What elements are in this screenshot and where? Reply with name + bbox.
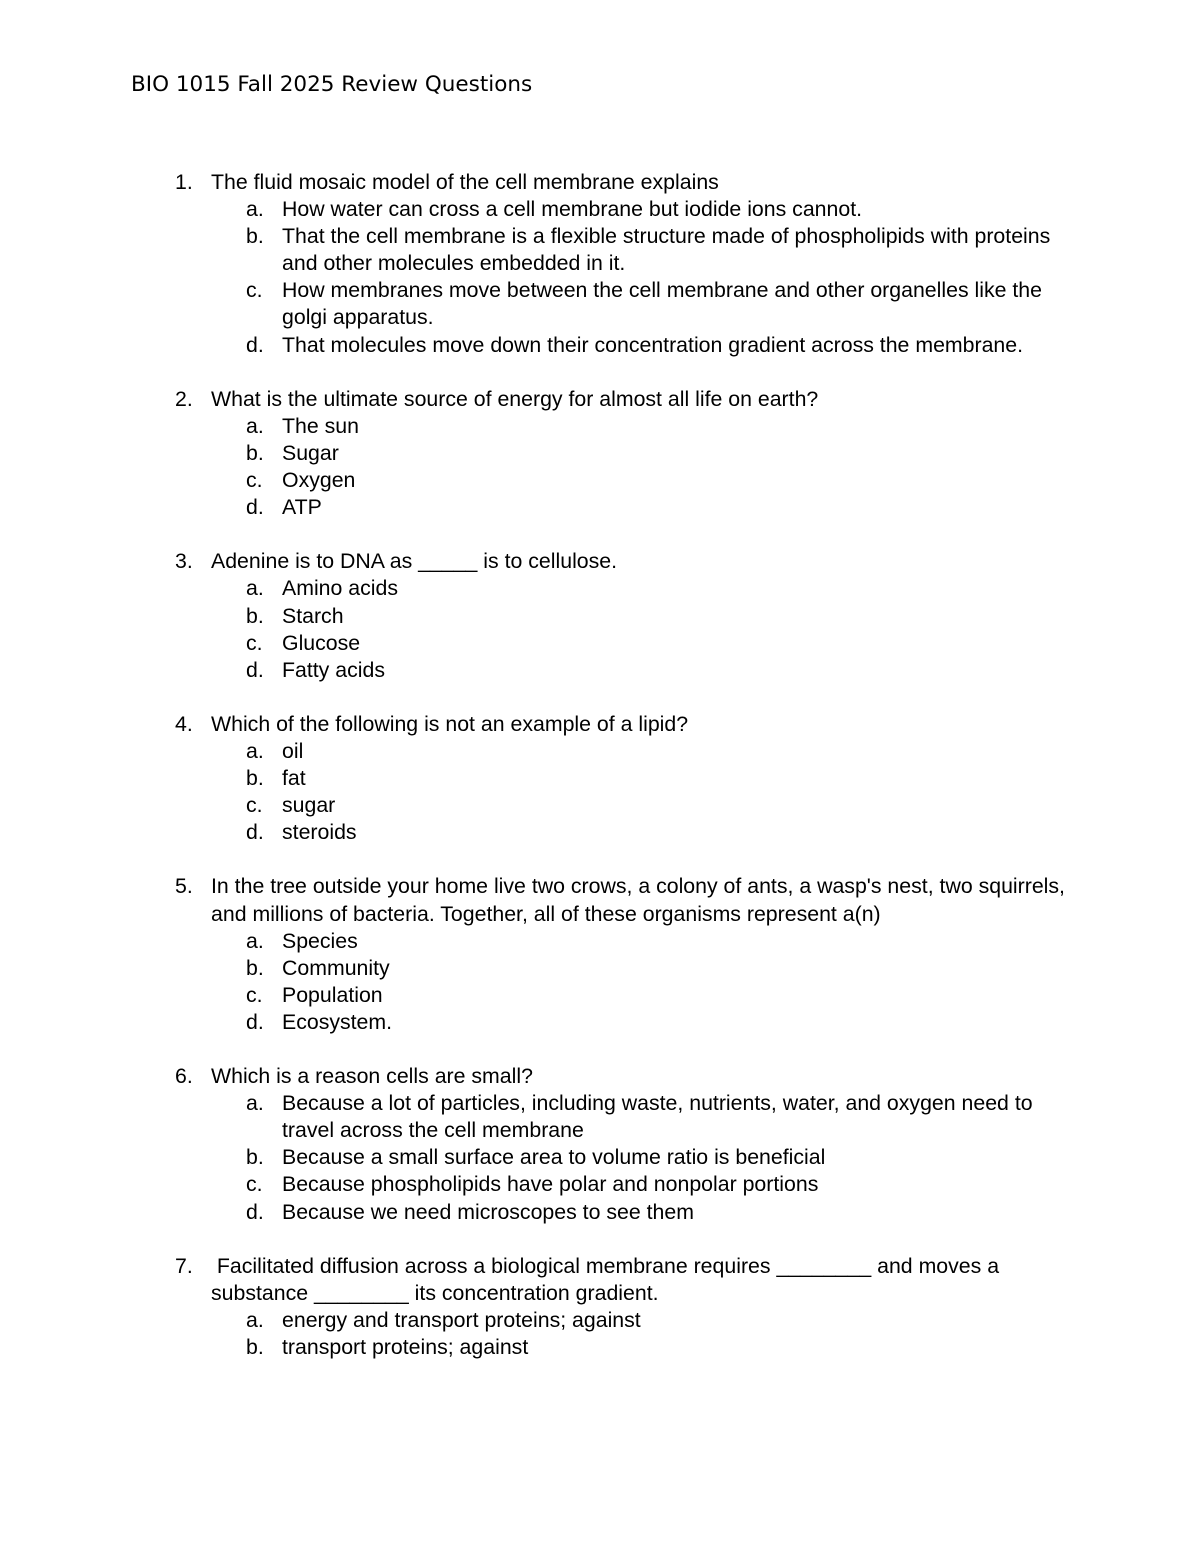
question-text: In the tree outside your home live two crows, a colony of ants, a wasp's nest, two squirrels, and millions of bacteria. Together, all of these organisms represent a(n) <box>211 874 1065 926</box>
question-number: 3. <box>175 549 193 574</box>
option-text: Sugar <box>282 440 339 465</box>
option-text: Species <box>282 928 358 953</box>
option-text: Fatty acids <box>282 657 385 682</box>
option-text: That molecules move down their concentration gradient across the membrane. <box>282 332 1024 357</box>
option-text: Ecosystem. <box>282 1009 393 1034</box>
option-letter: c. <box>246 630 263 655</box>
answer-option <box>0 1171 1052 1198</box>
option-text: Oxygen <box>282 468 356 493</box>
answer-option <box>0 630 1052 657</box>
question-number: 6. <box>175 1064 193 1089</box>
answer-option <box>0 1090 1052 1144</box>
answer-option <box>0 332 1052 359</box>
answer-option <box>0 1199 1052 1226</box>
question-text: The fluid mosaic model of the cell membrane explains <box>211 170 719 194</box>
answer-option <box>0 277 1052 331</box>
option-text: Starch <box>282 603 344 628</box>
option-list <box>0 1307 1200 1361</box>
option-text: Because a lot of particles, including waste, nutrients, water, and oxygen need to travel across the cell membrane <box>282 1091 1033 1143</box>
option-text: How membranes move between the cell membrane and other organelles like the golgi apparatus. <box>282 278 1042 330</box>
question-stem <box>0 169 1071 196</box>
question-stem <box>0 548 1071 575</box>
answer-option <box>0 1009 1052 1036</box>
option-letter: a. <box>246 197 264 222</box>
option-letter: a. <box>246 1307 264 1332</box>
option-letter: d. <box>246 1009 264 1034</box>
document-title: BIO 1015 Fall 2025 Review Questions <box>131 72 533 97</box>
option-text: Because phospholipids have polar and nonpolar portions <box>282 1172 819 1197</box>
answer-option <box>0 738 1052 765</box>
question-stem <box>0 1063 1071 1090</box>
option-letter: c. <box>246 468 263 493</box>
question-stem <box>0 711 1071 738</box>
answer-option <box>0 440 1052 467</box>
answer-option <box>0 792 1052 819</box>
option-text: Amino acids <box>282 576 398 601</box>
answer-option <box>0 1307 1052 1334</box>
option-letter: a. <box>246 576 264 601</box>
question-text: Adenine is to DNA as _____ is to cellulose. <box>211 549 618 574</box>
answer-option <box>0 494 1052 521</box>
answer-option <box>0 928 1052 955</box>
option-text: Because a small surface area to volume ratio is beneficial <box>282 1145 826 1170</box>
option-letter: c. <box>246 278 263 303</box>
question-stem <box>0 1253 1071 1307</box>
option-text: oil <box>282 738 304 763</box>
option-letter: b. <box>246 603 264 628</box>
option-text: sugar <box>282 793 336 818</box>
question-item <box>0 1063 1200 1226</box>
option-letter: a. <box>246 738 264 763</box>
question-item <box>0 711 1200 846</box>
answer-option <box>0 819 1052 846</box>
option-text: ATP <box>282 495 322 520</box>
option-text: The sun <box>282 413 359 438</box>
option-text: steroids <box>282 820 357 845</box>
option-letter: b. <box>246 955 264 980</box>
question-number: 7. <box>175 1253 193 1278</box>
question-item <box>0 873 1200 1036</box>
option-list <box>0 575 1200 683</box>
question-text: What is the ultimate source of energy for almost all life on earth? <box>211 386 819 411</box>
option-letter: d. <box>246 1199 264 1224</box>
option-letter: d. <box>246 495 264 520</box>
question-stem <box>0 873 1071 927</box>
answer-option <box>0 657 1052 684</box>
answer-option <box>0 196 1052 223</box>
option-letter: b. <box>246 224 264 249</box>
option-letter: d. <box>246 657 264 682</box>
question-text: Which of the following is not an example of a lipid? <box>211 711 689 736</box>
answer-option <box>0 982 1052 1009</box>
question-list <box>0 169 1200 1388</box>
question-item <box>0 1253 1200 1361</box>
option-text: Glucose <box>282 630 361 655</box>
option-text: energy and transport proteins; against <box>282 1307 641 1332</box>
option-text: transport proteins; against <box>282 1335 529 1360</box>
option-list <box>0 738 1200 846</box>
option-letter: a. <box>246 928 264 953</box>
option-list <box>0 928 1200 1036</box>
option-text: Population <box>282 982 383 1007</box>
question-text: Which is a reason cells are small? <box>211 1064 533 1089</box>
option-letter: a. <box>246 1091 264 1116</box>
option-letter: c. <box>246 982 263 1007</box>
answer-option <box>0 575 1052 602</box>
answer-option <box>0 603 1052 630</box>
option-letter: c. <box>246 793 263 818</box>
option-list <box>0 1090 1200 1225</box>
option-letter: d. <box>246 332 264 357</box>
answer-option <box>0 467 1052 494</box>
option-text: That the cell membrane is a flexible structure made of phospholipids with proteins and other molecules embedded in it. <box>282 224 1051 276</box>
option-letter: b. <box>246 440 264 465</box>
option-letter: b. <box>246 1145 264 1170</box>
answer-option <box>0 223 1052 277</box>
option-letter: d. <box>246 820 264 845</box>
answer-option <box>0 1334 1052 1361</box>
answer-option <box>0 765 1052 792</box>
option-text: Because we need microscopes to see them <box>282 1199 694 1224</box>
answer-option <box>0 955 1052 982</box>
answer-option <box>0 1144 1052 1171</box>
option-letter: a. <box>246 413 264 438</box>
answer-option <box>0 413 1052 440</box>
option-list <box>0 413 1200 521</box>
option-text: Community <box>282 955 390 980</box>
question-number: 2. <box>175 386 193 411</box>
option-letter: b. <box>246 1335 264 1360</box>
option-text: fat <box>282 766 306 791</box>
question-number: 1. <box>175 170 193 194</box>
question-text: Facilitated diffusion across a biological membrane requires ________ and moves a substance ________ its concentration gradient. <box>211 1253 1005 1305</box>
question-number: 5. <box>175 874 193 899</box>
option-letter: c. <box>246 1172 263 1197</box>
option-text: How water can cross a cell membrane but iodide ions cannot. <box>282 197 863 222</box>
option-letter: b. <box>246 766 264 791</box>
question-stem <box>0 386 1071 413</box>
question-item <box>0 386 1200 521</box>
option-list <box>0 196 1200 359</box>
question-item <box>0 548 1200 683</box>
question-number: 4. <box>175 711 193 736</box>
question-item <box>0 169 1200 359</box>
